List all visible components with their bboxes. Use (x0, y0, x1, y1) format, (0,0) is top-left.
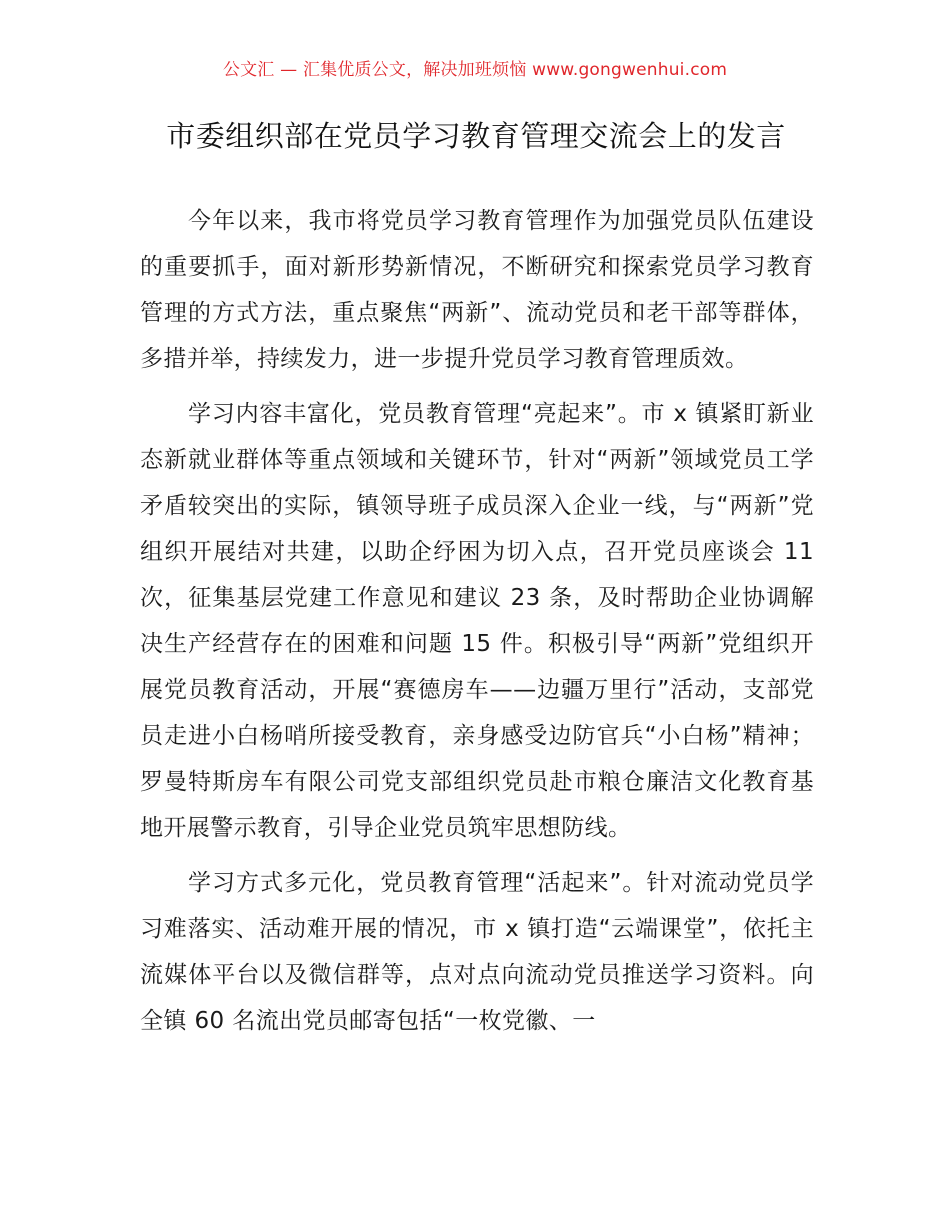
document-title: 市委组织部在党员学习教育管理交流会上的发言 (166, 119, 786, 153)
document-body (140, 198, 814, 1053)
site-header-banner: 公文汇 — 汇集优质公文，解决加班烦恼 www.gongwenhui.com (222, 60, 728, 80)
paragraph-intro: 今年以来，我市将党员学习教育管理作为加强党员队伍建设的重要抓手，面对新形势新情况，不断研究和探索党员学习教育管理的方式方法，重点聚焦“两新”、流动党员和老干部等群体，多措并举，持续发力，进一步提升党员学习教育管理质效。 (140, 208, 814, 372)
paragraph-learning-methods: 学习方式多元化，党员教育管理“活起来”。针对流动党员学习难落实、活动难开展的情况，市 x 镇打造“云端课堂”，依托主流媒体平台以及微信群等，点对点向流动党员推送学习资料。向全镇 60 名流出党员邮寄包括“一枚党徽、一 (140, 870, 814, 1034)
paragraph-learning-content: 学习内容丰富化，党员教育管理“亮起来”。市 x 镇紧盯新业态新就业群体等重点领域和关键环节，针对“两新”领域党员工学矛盾较突出的实际，镇领导班子成员深入企业一线，与“两新”党组织开展结对共建，以助企纾困为切入点，召开党员座谈会 11 次，征集基层党建工作意见和建议 23 条，及时帮助企业协调解决生产经营存在的困难和问题 15 件。积极引导“两新”党组织开展党员教育活动，开展“赛德房车——边疆万里行”活动，支部党员走进小白杨哨所接受教育，亲身感受边防官兵“小白杨”精神；罗曼特斯房车有限公司党支部组织党员赴市粮仓廉洁文化教育基地开展警示教育，引导企业党员筑牢思想防线。 (140, 401, 814, 841)
